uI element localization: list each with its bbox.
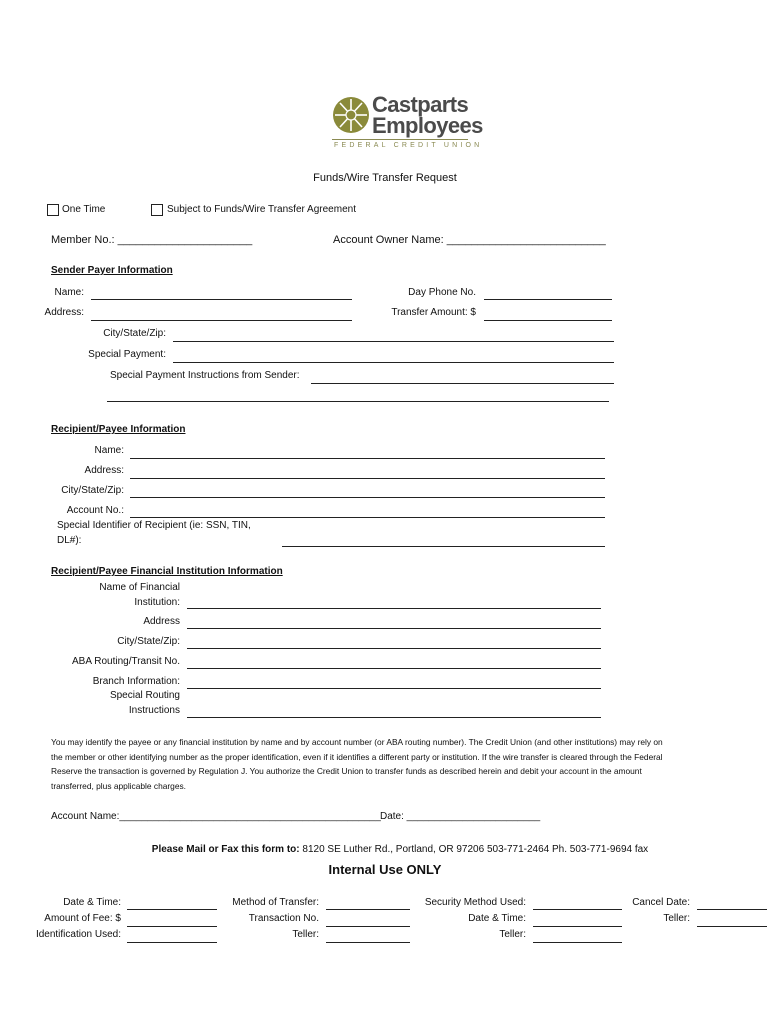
recipient-name-input[interactable] — [130, 458, 605, 459]
special-payment-input[interactable] — [173, 362, 614, 363]
teller-3-label: Teller: — [663, 913, 690, 924]
disclaimer-line-2: the member or other identifying number as the proper identification, even if it identifies a different party or institution. If the wire transfer is cleared through the Federal — [51, 751, 663, 762]
institution-name-label-1: Name of Financial — [99, 582, 180, 593]
branch-input[interactable] — [187, 688, 601, 689]
disclaimer-line-4: transferred, plus applicable charges. — [51, 780, 187, 791]
logo-line1: Castparts — [372, 92, 469, 117]
disclaimer-line-3: Reserve the transaction is governed by Regulation J. You authorize the Credit Union to transfer funds as described herein and debit your account in the amount — [51, 766, 642, 777]
one-time-label: One Time — [62, 204, 106, 215]
transaction-no-input[interactable] — [326, 926, 410, 927]
mail-bold: Please Mail or Fax this form to: — [151, 844, 300, 855]
institution-name-label-2: Institution: — [134, 597, 180, 608]
routing-input[interactable] — [187, 717, 601, 718]
special-instructions-label: Special Payment Instructions from Sender: — [110, 370, 300, 381]
institution-heading: Recipient/Payee Financial Institution Information — [51, 566, 283, 577]
special-payment-label: Special Payment: — [88, 349, 166, 360]
logo-line2: Employees — [372, 113, 483, 138]
amount-fee-input[interactable] — [127, 926, 217, 927]
internal-date-time-input[interactable] — [127, 909, 217, 910]
account-name-field[interactable]: Account Name:_______________________________________________ — [51, 811, 381, 822]
special-id-input[interactable] — [282, 546, 605, 547]
aba-label: ABA Routing/Transit No. — [71, 656, 180, 667]
logo-mark-icon — [332, 96, 370, 134]
subject-to-label: Subject to Funds/Wire Transfer Agreement — [167, 204, 356, 215]
day-phone-input[interactable] — [484, 299, 612, 300]
sender-heading: Sender Payer Information — [51, 265, 173, 276]
recipient-address-label: Address: — [84, 465, 124, 476]
aba-input[interactable] — [187, 668, 601, 669]
cancel-date-input[interactable] — [697, 909, 767, 910]
logo-divider — [332, 139, 468, 140]
logo-line3: FEDERAL CREDIT UNION — [334, 142, 483, 149]
special-instructions-input-2[interactable] — [107, 401, 609, 402]
recipient-heading: Recipient/Payee Information — [51, 424, 186, 435]
method-transfer-input[interactable] — [326, 909, 410, 910]
sender-address-label: Address: — [44, 307, 84, 318]
transfer-amount-label: Transfer Amount: $ — [391, 307, 476, 318]
date-field[interactable]: Date: ________________________ — [380, 811, 541, 822]
method-transfer-label: Method of Transfer: — [232, 897, 319, 908]
disclaimer-line-1: You may identify the payee or any financial institution by name and by account number (or ABA routing number). The Credit Union (and other institutions) may rely on — [51, 737, 663, 747]
mail-instructions — [0, 844, 770, 856]
recipient-address-input[interactable] — [130, 478, 605, 479]
transaction-no-label: Transaction No. — [248, 913, 319, 924]
account-no-label: Account No.: — [66, 505, 124, 516]
institution-address-input[interactable] — [187, 628, 601, 629]
id-used-input[interactable] — [127, 942, 217, 943]
security-method-input[interactable] — [533, 909, 622, 910]
sender-name-label: Name: — [54, 287, 84, 298]
mail-address: 8120 SE Luther Rd., Portland, OR 97206 503-771-2464 Ph. 503-771-9694 fax — [299, 844, 649, 855]
recipient-city-input[interactable] — [130, 497, 605, 498]
institution-city-label: City/State/Zip: — [117, 636, 180, 647]
routing-label-1: Special Routing — [109, 690, 180, 701]
institution-address-label: Address — [143, 616, 180, 627]
id-used-label: Identification Used: — [35, 929, 121, 940]
internal-date-time-label: Date & Time: — [63, 897, 121, 908]
security-method-label: Security Method Used: — [424, 897, 526, 908]
amount-fee-label: Amount of Fee: $ — [44, 913, 121, 924]
cancel-date-label: Cancel Date: — [632, 897, 690, 908]
disclaimer — [51, 735, 751, 793]
recipient-name-label: Name: — [94, 445, 124, 456]
day-phone-label: Day Phone No. — [408, 287, 476, 298]
sender-city-label: City/State/Zip: — [103, 328, 166, 339]
teller-2-label: Teller: — [499, 929, 526, 940]
internal-title: Internal Use ONLY — [328, 862, 442, 877]
routing-label-2: Instructions — [128, 705, 180, 716]
special-id-label-1: Special Identifier of Recipient (ie: SSN, TIN, — [57, 520, 251, 531]
branch-label: Branch Information: — [92, 676, 180, 687]
date-time-2-label: Date & Time: — [468, 913, 526, 924]
teller-1-label: Teller: — [292, 929, 319, 940]
sender-name-input[interactable] — [91, 299, 352, 300]
institution-name-input[interactable] — [187, 608, 601, 609]
account-no-input[interactable] — [130, 517, 605, 518]
special-instructions-input[interactable] — [311, 383, 614, 384]
teller-1-input[interactable] — [326, 942, 410, 943]
member-no-field[interactable]: Member No.: ______________________ — [51, 234, 253, 246]
transfer-amount-input[interactable] — [484, 320, 612, 321]
one-time-checkbox[interactable] — [47, 204, 59, 216]
form-title: Funds/Wire Transfer Request — [313, 172, 457, 184]
teller-2-input[interactable] — [533, 942, 622, 943]
subject-to-checkbox[interactable] — [151, 204, 163, 216]
date-time-2-input[interactable] — [533, 926, 622, 927]
teller-3-input[interactable] — [697, 926, 767, 927]
sender-address-input[interactable] — [91, 320, 352, 321]
recipient-city-label: City/State/Zip: — [61, 485, 124, 496]
sender-city-input[interactable] — [173, 341, 614, 342]
special-id-label-2: DL#): — [57, 535, 82, 546]
logo — [332, 92, 483, 156]
institution-city-input[interactable] — [187, 648, 601, 649]
owner-name-field[interactable]: Account Owner Name: __________________________ — [333, 234, 606, 246]
